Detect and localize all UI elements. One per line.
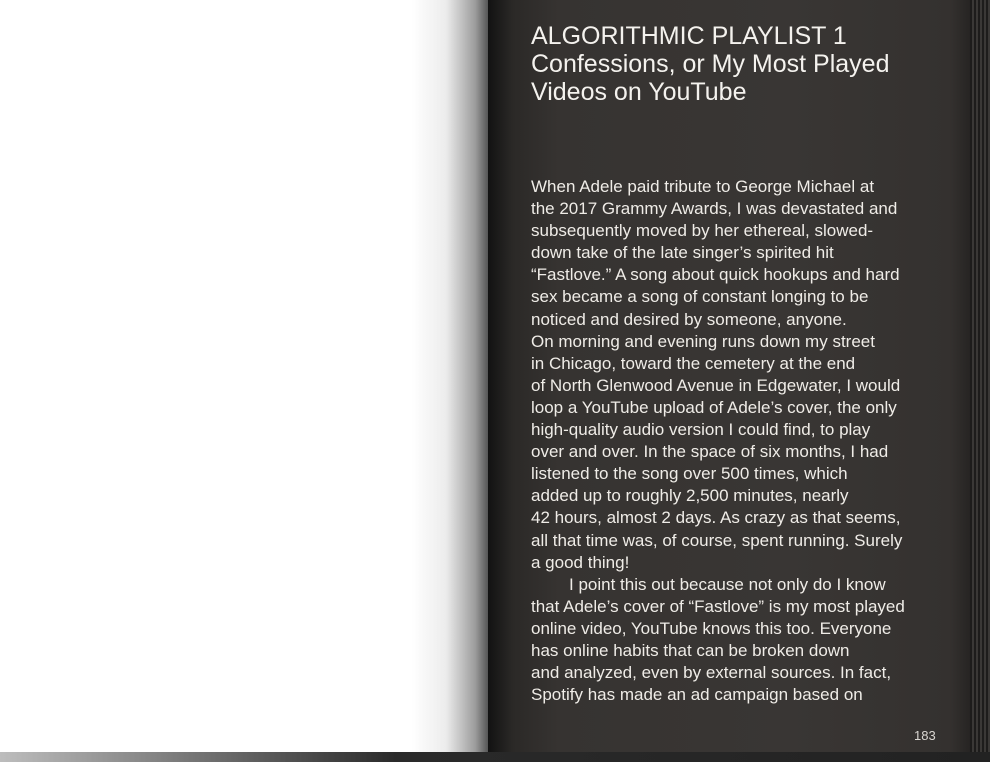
text-line: subsequently moved by her ethereal, slowed- bbox=[531, 221, 874, 241]
text-line: Spotify has made an ad campaign based on bbox=[531, 685, 863, 705]
title-line: Videos on YouTube bbox=[531, 78, 747, 106]
text-line: On morning and evening runs down my street bbox=[531, 331, 875, 351]
text-line: noticed and desired by someone, anyone. bbox=[531, 309, 847, 329]
text-line: down take of the late singer’s spirited hit bbox=[531, 243, 834, 263]
text-line: in Chicago, toward the cemetery at the end bbox=[531, 353, 856, 373]
text-line: 42 hours, almost 2 days. As crazy as that seems, bbox=[531, 508, 901, 528]
page-number: 183 bbox=[914, 728, 936, 743]
text-line: high-quality audio version I could find, to play bbox=[531, 420, 871, 440]
text-line: listened to the song over 500 times, which bbox=[531, 464, 848, 484]
left-page-blank bbox=[0, 0, 490, 762]
text-line: and analyzed, even by external sources. In fact, bbox=[531, 663, 892, 683]
text-line: “Fastlove.” A song about quick hookups and hard bbox=[531, 265, 900, 285]
page-edge bbox=[970, 0, 990, 762]
title-line: Confessions, or My Most Played bbox=[531, 50, 890, 78]
title-line: ALGORITHMIC PLAYLIST 1 bbox=[531, 22, 847, 50]
text-line: has online habits that can be broken down bbox=[531, 640, 850, 660]
text-line: all that time was, of course, spent running. Surely bbox=[531, 530, 903, 550]
text-line: that Adele’s cover of “Fastlove” is my most played bbox=[531, 596, 905, 616]
text-line-indented: I point this out because not only do I know bbox=[569, 574, 886, 594]
bottom-edge bbox=[0, 752, 990, 762]
chapter-title bbox=[531, 22, 961, 106]
text-line: added up to roughly 2,500 minutes, nearly bbox=[531, 486, 849, 506]
text-line: a good thing! bbox=[531, 552, 630, 572]
text-line: of North Glenwood Avenue in Edgewater, I would bbox=[531, 375, 901, 395]
text-line: the 2017 Grammy Awards, I was devastated and bbox=[531, 199, 898, 219]
body-text bbox=[531, 176, 956, 706]
text-line: online video, YouTube knows this too. Everyone bbox=[531, 618, 892, 638]
text-line: loop a YouTube upload of Adele’s cover, the only bbox=[531, 397, 897, 417]
text-line: When Adele paid tribute to George Michael at bbox=[531, 177, 875, 196]
text-line: sex became a song of constant longing to be bbox=[531, 287, 869, 307]
text-line: over and over. In the space of six months, I had bbox=[531, 442, 889, 462]
